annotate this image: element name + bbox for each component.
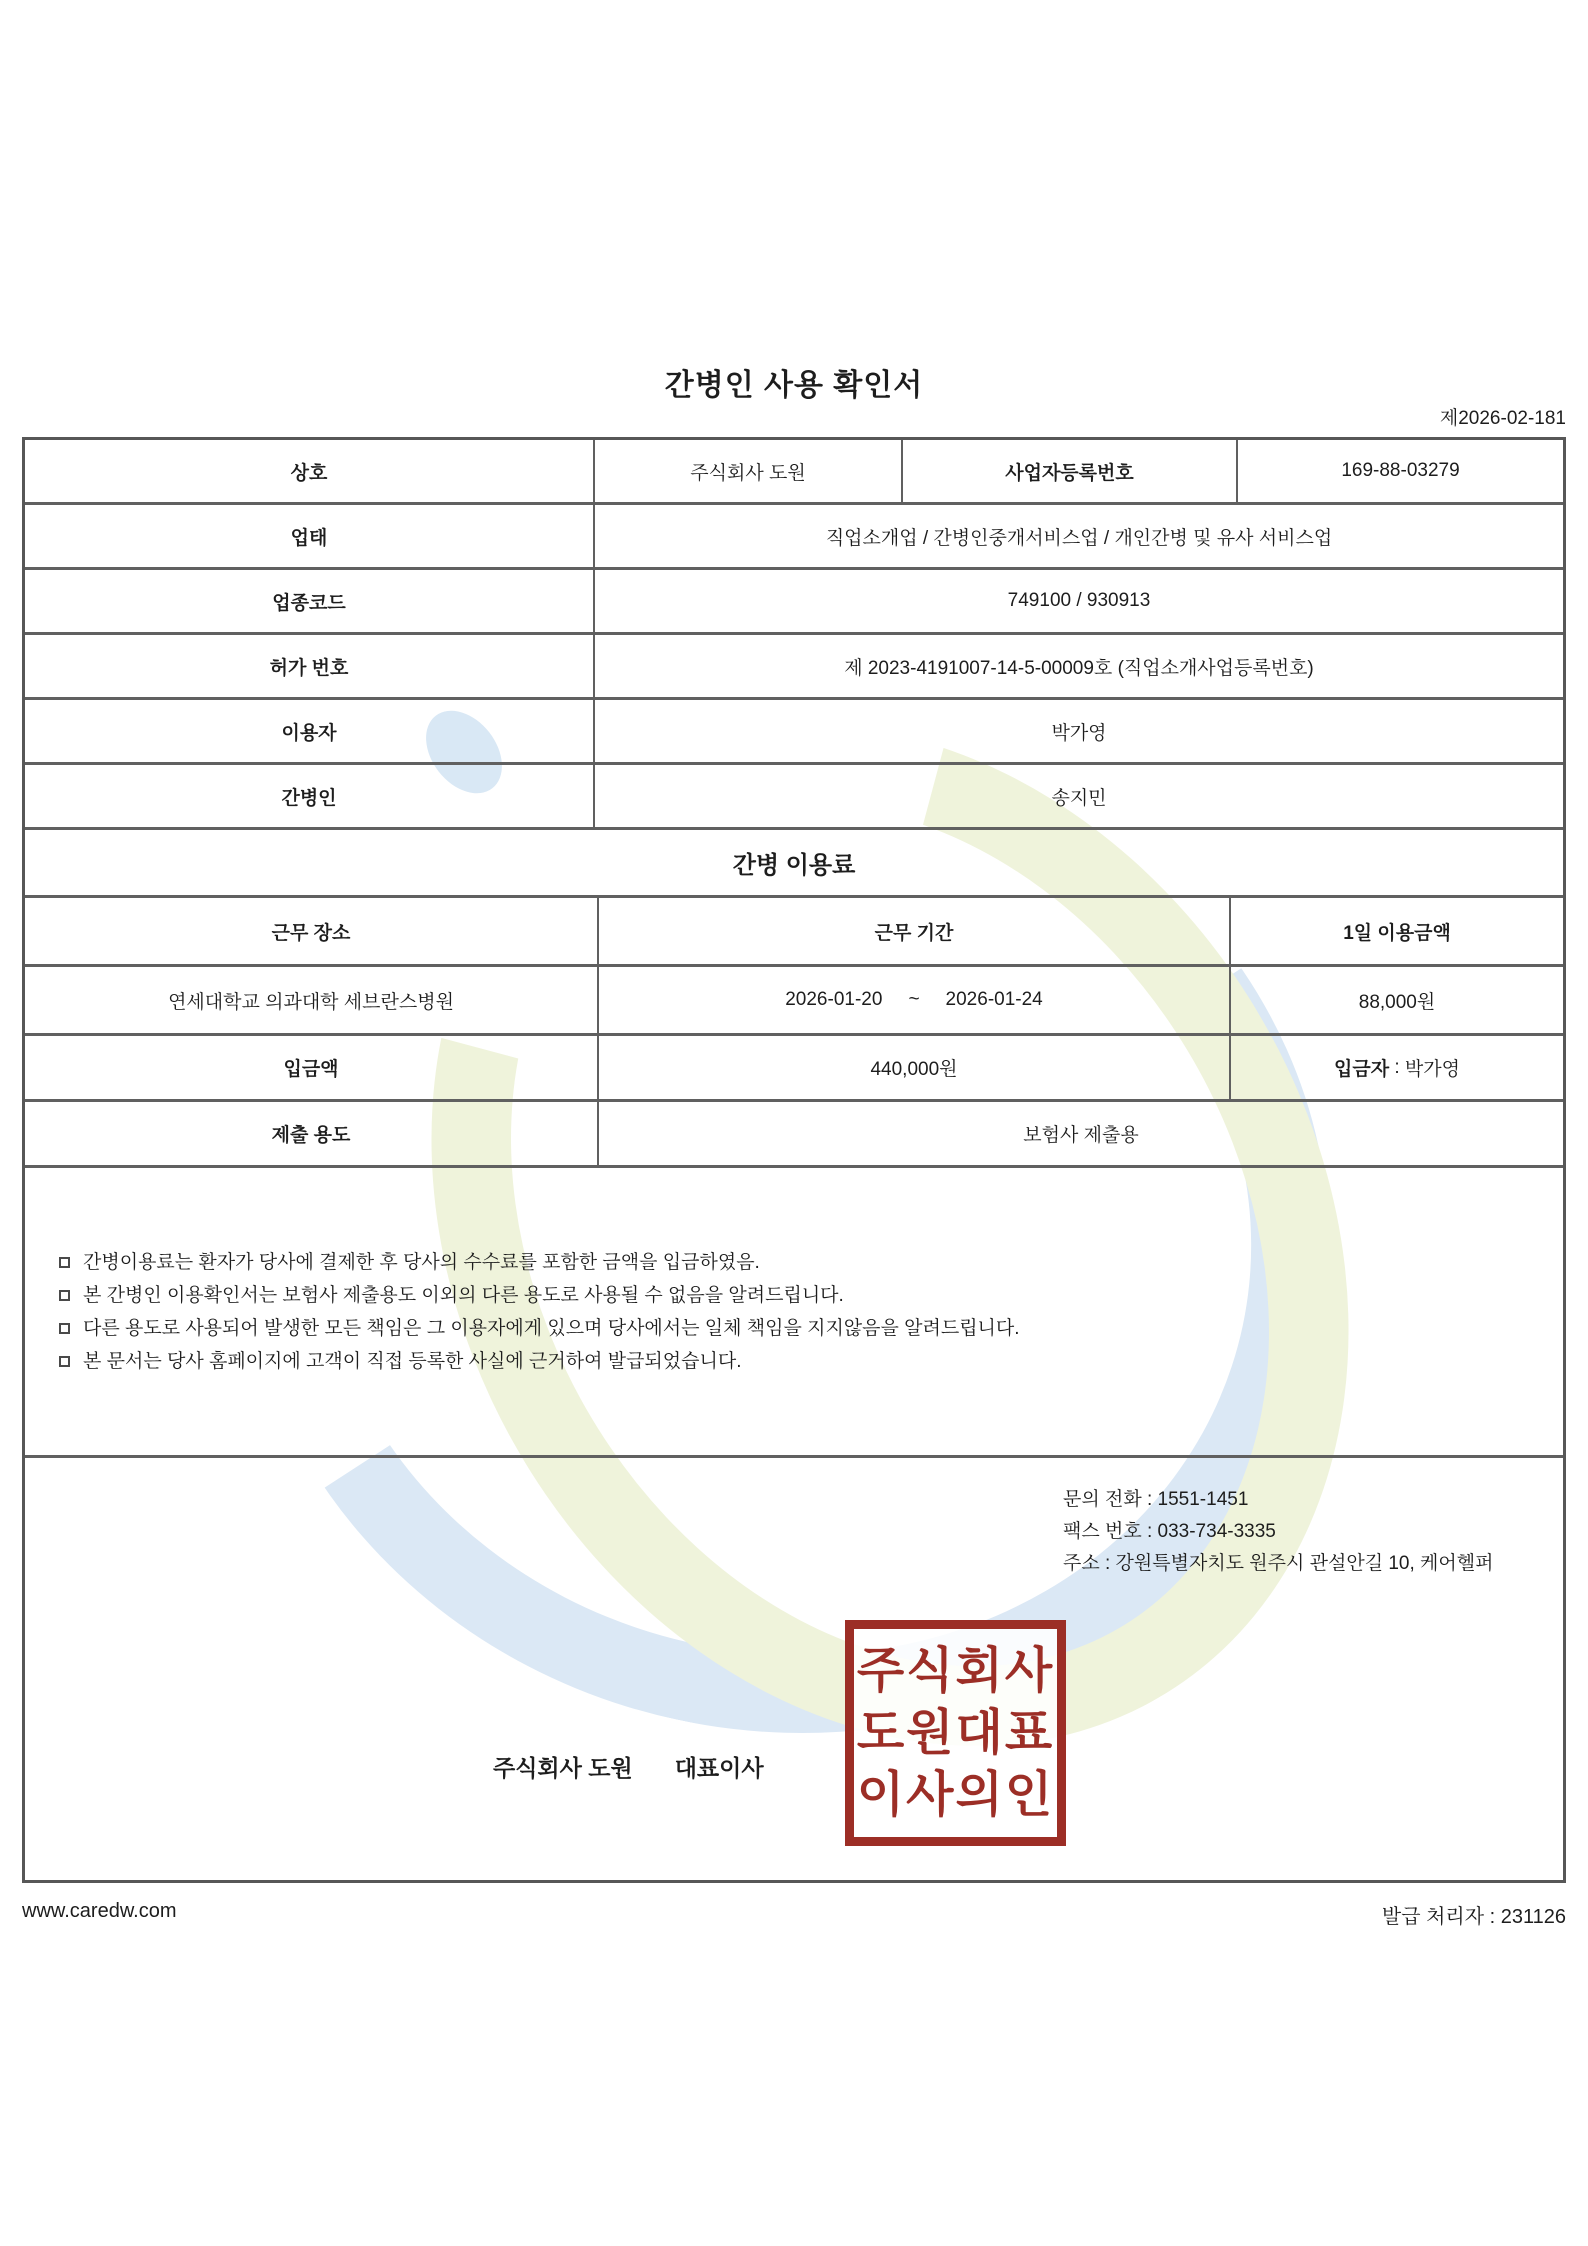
contact-fax: 팩스 번호 : 033-734-3335 — [1063, 1521, 1276, 1542]
depositor-colon: : — [1389, 1056, 1405, 1078]
contact-block — [1063, 1484, 1493, 1580]
bullet-square-icon — [59, 1356, 70, 1367]
note-text: 본 문서는 당사 홈페이지에 고객이 직접 등록한 사실에 근거하여 발급되었습니다. — [83, 1350, 742, 1372]
depositor-label: 입금자 — [1334, 1059, 1390, 1080]
work-period-header: 근무 기간 — [597, 898, 1229, 964]
business-reg-label: 사업자등록번호 — [901, 440, 1236, 502]
table-row-fee-data — [25, 964, 1563, 1033]
table-row-caregiver — [25, 762, 1563, 827]
table-row-company — [25, 440, 1563, 502]
contact-address: 주소 : 강원특별자치도 원주시 관설안길 10, 케어헬퍼 — [1063, 1553, 1494, 1574]
bullet-square-icon — [59, 1323, 70, 1334]
note-text: 간병이용료는 환자가 당사에 결제한 후 당사의 수수료를 포함한 금액을 입금하였음. — [83, 1251, 760, 1273]
bullet-square-icon — [59, 1257, 70, 1268]
purpose-value: 보험사 제출용 — [597, 1102, 1563, 1165]
signature-line — [493, 1750, 764, 1783]
contact-phone: 문의 전화 : 1551-1451 — [1063, 1489, 1249, 1510]
period-start: 2026-01-20 — [785, 989, 883, 1010]
period-end: 2026-01-24 — [945, 989, 1043, 1010]
stamp-text-line: 이사의인 — [856, 1768, 1055, 1822]
permit-number-label: 허가 번호 — [269, 657, 349, 679]
work-period-value — [597, 967, 1229, 1033]
note-text: 다른 용도로 사용되어 발생한 모든 책임은 그 이용자에게 있으며 당사에서는 일체 책임을 지지않음을 알려드립니다. — [83, 1317, 1020, 1339]
note-text: 본 간병인 이용확인서는 보험사 제출용도 이외의 다른 용도로 사용될 수 없음을 알려드립니다. — [83, 1284, 844, 1306]
footer-issuer: 발급 처리자 : 231126 — [1381, 1906, 1566, 1928]
notes-cell — [25, 1168, 1563, 1455]
confirmation-table — [22, 437, 1566, 1883]
industry-code-label: 업종코드 — [272, 592, 346, 614]
business-reg-value: 169-88-03279 — [1236, 440, 1563, 502]
company-name-label: 상호 — [290, 462, 328, 484]
table-row-permit-number — [25, 632, 1563, 697]
user-value: 박가영 — [593, 700, 1563, 762]
note-line — [59, 1246, 760, 1279]
stamp-text-line: 도원대표 — [856, 1706, 1055, 1760]
caregiver-label: 간병인 — [281, 787, 337, 809]
company-name-value: 주식회사 도원 — [593, 440, 901, 502]
business-type-label: 업태 — [290, 527, 328, 549]
table-row-fee-section-title — [25, 827, 1563, 895]
table-row-notes — [25, 1165, 1563, 1455]
daily-fee-header: 1일 이용금액 — [1229, 898, 1563, 964]
user-label: 이용자 — [281, 722, 337, 744]
fee-section-title: 간병 이용료 — [732, 852, 856, 879]
permit-number-value: 제 2023-4191007-14-5-00009호 (직업소개사업등록번호) — [593, 635, 1563, 697]
deposit-amount: 440,000원 — [597, 1036, 1229, 1099]
page-title: 간병인 사용 확인서 — [664, 369, 924, 402]
corporate-seal-stamp — [845, 1620, 1066, 1846]
table-row-business-type — [25, 502, 1563, 567]
signature-ceo: 대표이사 — [674, 1755, 764, 1781]
purpose-label: 제출 용도 — [271, 1125, 351, 1146]
note-line — [59, 1312, 1020, 1345]
stamp-text-line: 주식회사 — [856, 1644, 1055, 1698]
footer-website: www.caredw.com — [22, 1900, 177, 1922]
bullet-square-icon — [59, 1290, 70, 1301]
business-type-value: 직업소개업 / 간병인중개서비스업 / 개인간병 및 유사 서비스업 — [593, 505, 1563, 567]
note-line — [59, 1279, 844, 1312]
table-row-deposit — [25, 1033, 1563, 1099]
depositor-cell — [1229, 1036, 1563, 1099]
note-line — [59, 1345, 741, 1378]
document-number: 제2026-02-181 — [1439, 408, 1566, 429]
period-separator: ~ — [908, 989, 920, 1010]
table-row-fee-headers — [25, 895, 1563, 964]
work-place-value: 연세대학교 의과대학 세브란스병원 — [168, 991, 454, 1013]
work-place-header: 근무 장소 — [271, 922, 351, 944]
table-row-signature — [25, 1455, 1563, 1880]
signature-cell — [25, 1458, 1563, 1880]
depositor-name: 박가영 — [1404, 1059, 1460, 1080]
deposit-label: 입금액 — [283, 1059, 339, 1080]
industry-code-value: 749100 / 930913 — [593, 570, 1563, 632]
caregiver-value: 송지민 — [593, 765, 1563, 827]
table-row-user — [25, 697, 1563, 762]
signature-company: 주식회사 도원 — [493, 1755, 633, 1781]
daily-fee-value: 88,000원 — [1229, 967, 1563, 1033]
table-row-purpose — [25, 1099, 1563, 1165]
table-row-industry-code — [25, 567, 1563, 632]
